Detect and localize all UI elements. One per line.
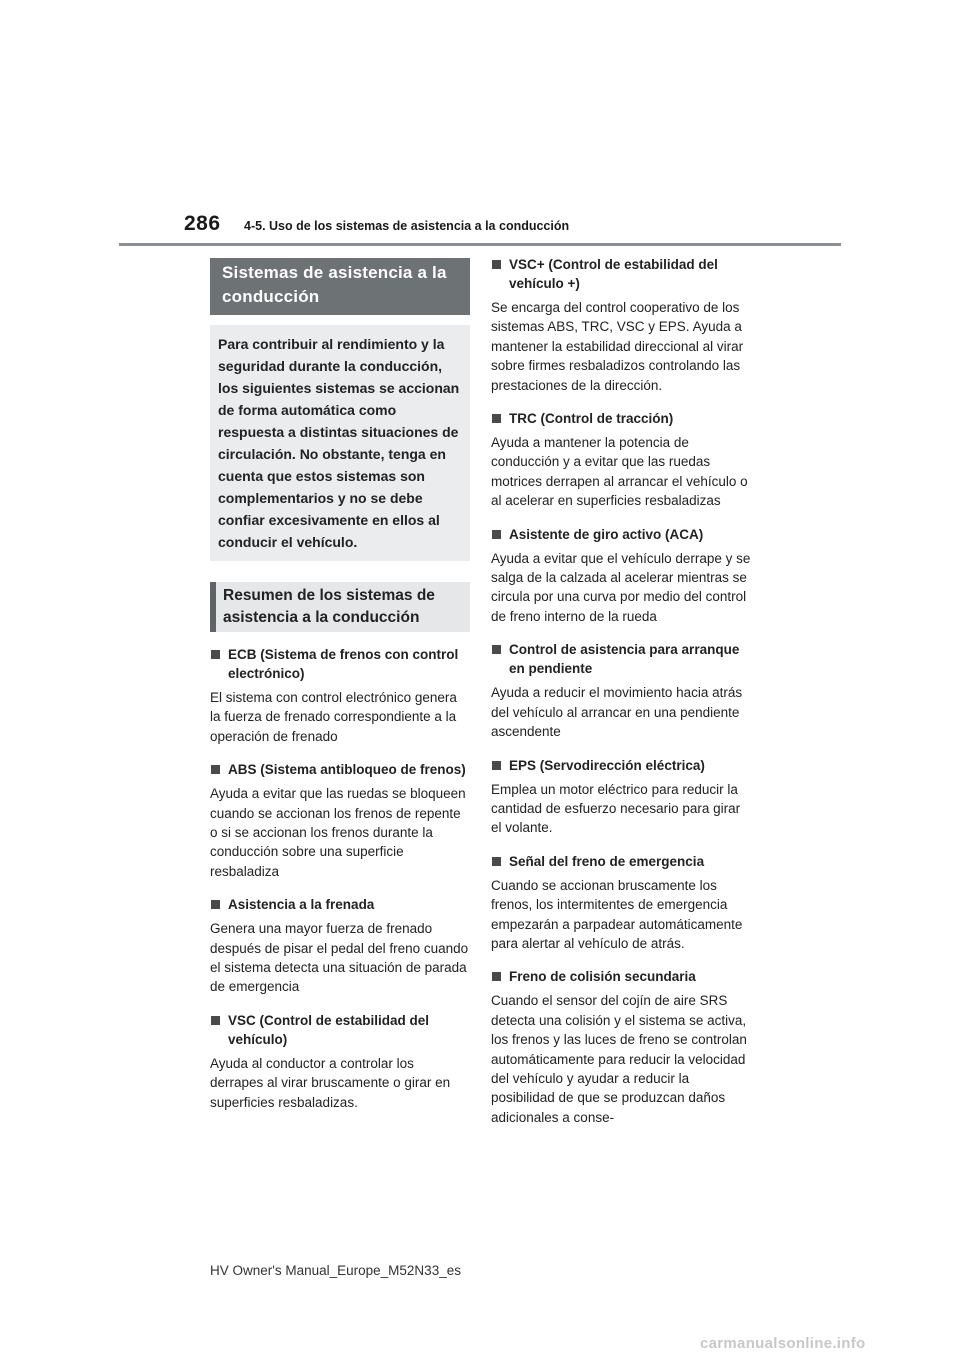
item-description: Ayuda a evitar que el vehículo derrape y se salga de la calzada al acelerar mientras se circula por una curva por medio del control de freno interno de la rueda — [491, 550, 751, 624]
left-items — [210, 645, 470, 1112]
list-item — [491, 852, 751, 954]
item-description: Emplea un motor eléctrico para reducir la cantidad de esfuerzo necesario para girar el volante. — [491, 781, 741, 836]
square-bullet-icon — [211, 650, 220, 659]
right-column — [491, 255, 751, 1127]
square-bullet-icon — [492, 761, 501, 770]
item-description: Ayuda al conductor a controlar los derrapes al virar bruscamente o girar en superficies resbaladizas. — [210, 1055, 451, 1110]
item-title: ABS (Sistema antibloqueo de frenos) — [210, 760, 470, 779]
item-description: Ayuda a reducir el movimiento hacia atrás del vehículo al arrancar en una pendiente ascendente — [491, 685, 743, 740]
list-item — [491, 967, 751, 1127]
square-bullet-icon — [211, 900, 220, 909]
header-divider — [119, 243, 841, 246]
list-item — [210, 645, 470, 746]
item-description: Ayuda a evitar que las ruedas se bloqueen cuando se accionan los frenos de repente o si se accionan los frenos durante la conducción sobre una superficie resbaladiza — [210, 786, 466, 879]
main-title: Sistemas de asistencia a la conducción — [210, 258, 470, 315]
square-bullet-icon — [492, 972, 501, 981]
list-item — [491, 756, 751, 838]
item-title: EPS (Servodirección eléctrica) — [491, 756, 751, 775]
item-description: Cuando el sensor del cojín de aire SRS detecta una colisión y el sistema se activa, los frenos y las luces de freno se controlan automáticamente para reducir la velocidad del vehículo y ayudar a reducir la posibilidad de que se produzcan daños adicionales a conse- — [491, 993, 747, 1125]
square-bullet-icon — [492, 260, 501, 269]
watermark: carmanualsonline.info — [700, 1335, 866, 1352]
intro-box: Para contribuir al rendimiento y la seguridad durante la conducción, los siguientes sistemas se accionan de forma automática como respuesta a distintas situaciones de circulación. No obstante, tenga en cuenta que estos sistemas son complementarios y no se debe confiar excesivamente en ellos al conducir el vehículo. — [210, 325, 470, 561]
item-title: VSC+ (Control de estabilidad del vehículo +) — [491, 255, 751, 293]
square-bullet-icon — [492, 414, 501, 423]
item-title: TRC (Control de tracción) — [491, 409, 751, 428]
item-description: Cuando se accionan bruscamente los frenos, los intermitentes de emergencia empezarán a parpadear automáticamente para alertar al vehículo de atrás. — [491, 877, 743, 951]
item-title: VSC (Control de estabilidad del vehículo) — [210, 1011, 470, 1049]
square-bullet-icon — [211, 765, 220, 774]
section-header: 4-5. Uso de los sistemas de asistencia a la conducción — [244, 219, 570, 233]
footer-text: HV Owner's Manual_Europe_M52N33_es — [210, 1263, 461, 1278]
item-description: Genera una mayor fuerza de frenado después de pisar el pedal del freno cuando el sistema detecta una situación de parada de emergencia — [210, 921, 469, 995]
item-description: Ayuda a mantener la potencia de conducción y a evitar que las ruedas motrices derrapen al arrancar el vehículo o al acelerar en superficies resbaladizas — [491, 435, 748, 509]
list-item — [210, 760, 470, 881]
section-heading: Resumen de los sistemas de asistencia a la conducción — [210, 582, 470, 632]
page-number: 286 — [184, 212, 221, 235]
item-title: Señal del freno de emergencia — [491, 852, 751, 871]
list-item — [491, 409, 751, 511]
list-item — [491, 640, 751, 741]
left-column — [210, 258, 470, 1112]
list-item — [491, 525, 751, 627]
list-item — [491, 255, 751, 395]
square-bullet-icon — [492, 857, 501, 866]
square-bullet-icon — [211, 1016, 220, 1025]
item-description: El sistema con control electrónico genera la fuerza de frenado correspondiente a la operación de frenado — [210, 690, 457, 744]
list-item — [210, 1011, 470, 1112]
item-title: Control de asistencia para arranque en pendiente — [491, 640, 751, 678]
item-description: Se encarga del control cooperativo de los sistemas ABS, TRC, VSC y EPS. Ayuda a mantener la estabilidad direccional al virar sobre firmes resbaladizos controlando las prestaciones de la dirección. — [491, 300, 744, 393]
square-bullet-icon — [492, 645, 501, 654]
square-bullet-icon — [492, 530, 501, 539]
item-title: ECB (Sistema de frenos con control electrónico) — [210, 645, 470, 683]
item-title: Freno de colisión secundaria — [491, 967, 751, 986]
list-item — [210, 895, 470, 997]
item-title: Asistente de giro activo (ACA) — [491, 525, 751, 544]
item-title: Asistencia a la frenada — [210, 895, 470, 914]
